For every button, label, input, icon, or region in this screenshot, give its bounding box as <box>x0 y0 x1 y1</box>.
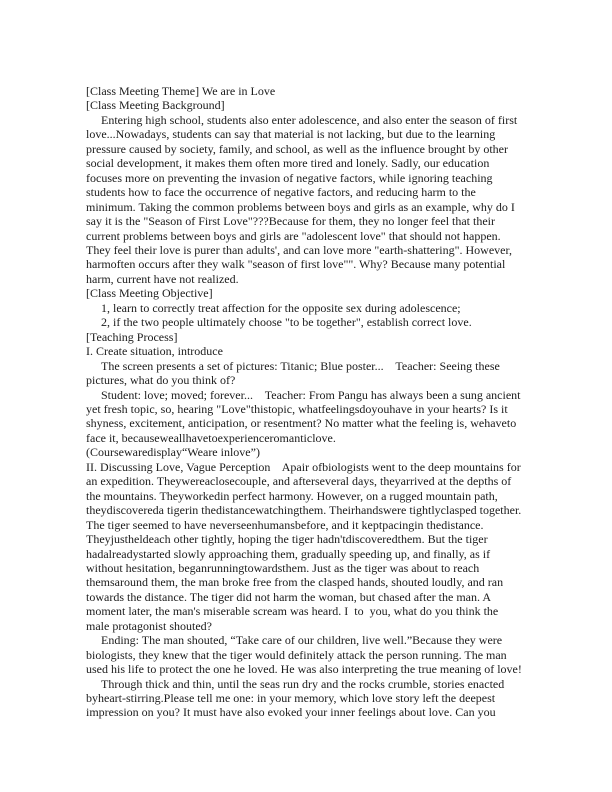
paragraph-student-teacher: Student: love; moved; forever... Teacher: From Pangu has always been a sung ancient yet fresh topic, so, hearing "Love"thistopic, whatfeelingsdoyouhave in your hearts? Is it shyness, excitement, anticipation, or resentment? No matter what the feeling is, wehaveto face it, becauseweallhavetoexperienceromanticlove. <box>86 387 524 445</box>
paragraph-ending: Ending: The man shouted, “Take care of our children, live well.”Because they were biologists, they knew that the tiger would definitely attack the person running. The man used his life to protect the one he loved. He was also interpreting the true meaning of love! <box>86 633 522 677</box>
paragraph-discussing-love: II. Discussing Love, Vague Perception Apair ofbiologists went to the deep mountains for an expedition. Theywereaclosecouple, and afterseveral days, theyarrived at the depths of the mountains. Theyworkedin perfect harmony. However, on a rugged mountain path, theydiscovereda tigerin thedistancewatchingthem. Theirhandswere tightlyclasped together. The tiger seemed to have neverseenhumansbefore, and it keptpacingin thedistance. Theyjustheldeach other tightly, hoping the tiger hadn'tdiscoveredthem. But the tiger hadalreadystarted slowly approaching them, gradually speeding up, and finally, as if without hesitation, beganrunningtowardsthem. Just as the tiger was about to reach themsaround them, the man broke free from the clasped hands, shouted loudly, and ran towards the distance. The tiger did not harm the woman, but chased after the man. A moment later, the man's miserable scream was heard. I to you, what do you think the male protagonist shouted? <box>86 459 525 633</box>
heading-class-meeting-theme: [Class Meeting Theme] We are in Love <box>86 84 276 98</box>
heading-class-meeting-background: [Class Meeting Background] <box>86 98 225 113</box>
section-i-heading: I. Create situation, introduce <box>86 344 223 359</box>
paragraph-courseware-display: (Coursewaredisplay“Weare inlove”) <box>86 445 260 460</box>
document-body <box>86 84 524 720</box>
heading-teaching-process: [Teaching Process] <box>86 329 178 344</box>
paragraph-through-thick-and-thin: Through thick and thin, until the seas run dry and the rocks crumble, stories enacted byheart-stirring.Please tell me one: in your memory, which love story left the deepest impression on you? It must have also evoked your inner feelings about love. Can you <box>86 676 508 720</box>
objective-item-2: 2, if the two people ultimately choose "to be together", establish correct love. <box>101 315 472 330</box>
heading-class-meeting-objective: [Class Meeting Objective] <box>86 286 213 301</box>
paragraph-background: Entering high school, students also enter adolescence, and also enter the season of first love...Nowadays, students can say that material is not lacking, but due to the learning pressure caused by society, family, and school, as well as the influence brought by other social development, it makes them often more tired and lonely. Sadly, our education focuses more on preventing the invasion of negative factors, while ignoring teaching students how to face the occurrence of negative factors, and reducing harm to the minimum. Taking the common problems between boys and girls as an example, why do I say it is the "Season of First Love"???Because for them, they no longer feel that their current problems between boys and girls are "adolescent love" that should not happen. They feel their love is purer than adults', and can love more "earth-shattering". However, harmoften occurs after they walk "season of first love"". Why? Because many potential harm, current have not realized. <box>86 112 521 286</box>
paragraph-create-situation: The screen presents a set of pictures: Titanic; Blue poster... Teacher: Seeing these pictures, what do you think of? <box>86 358 503 388</box>
objective-item-1: 1, learn to correctly treat affection for the opposite sex during adolescence; <box>101 300 461 315</box>
